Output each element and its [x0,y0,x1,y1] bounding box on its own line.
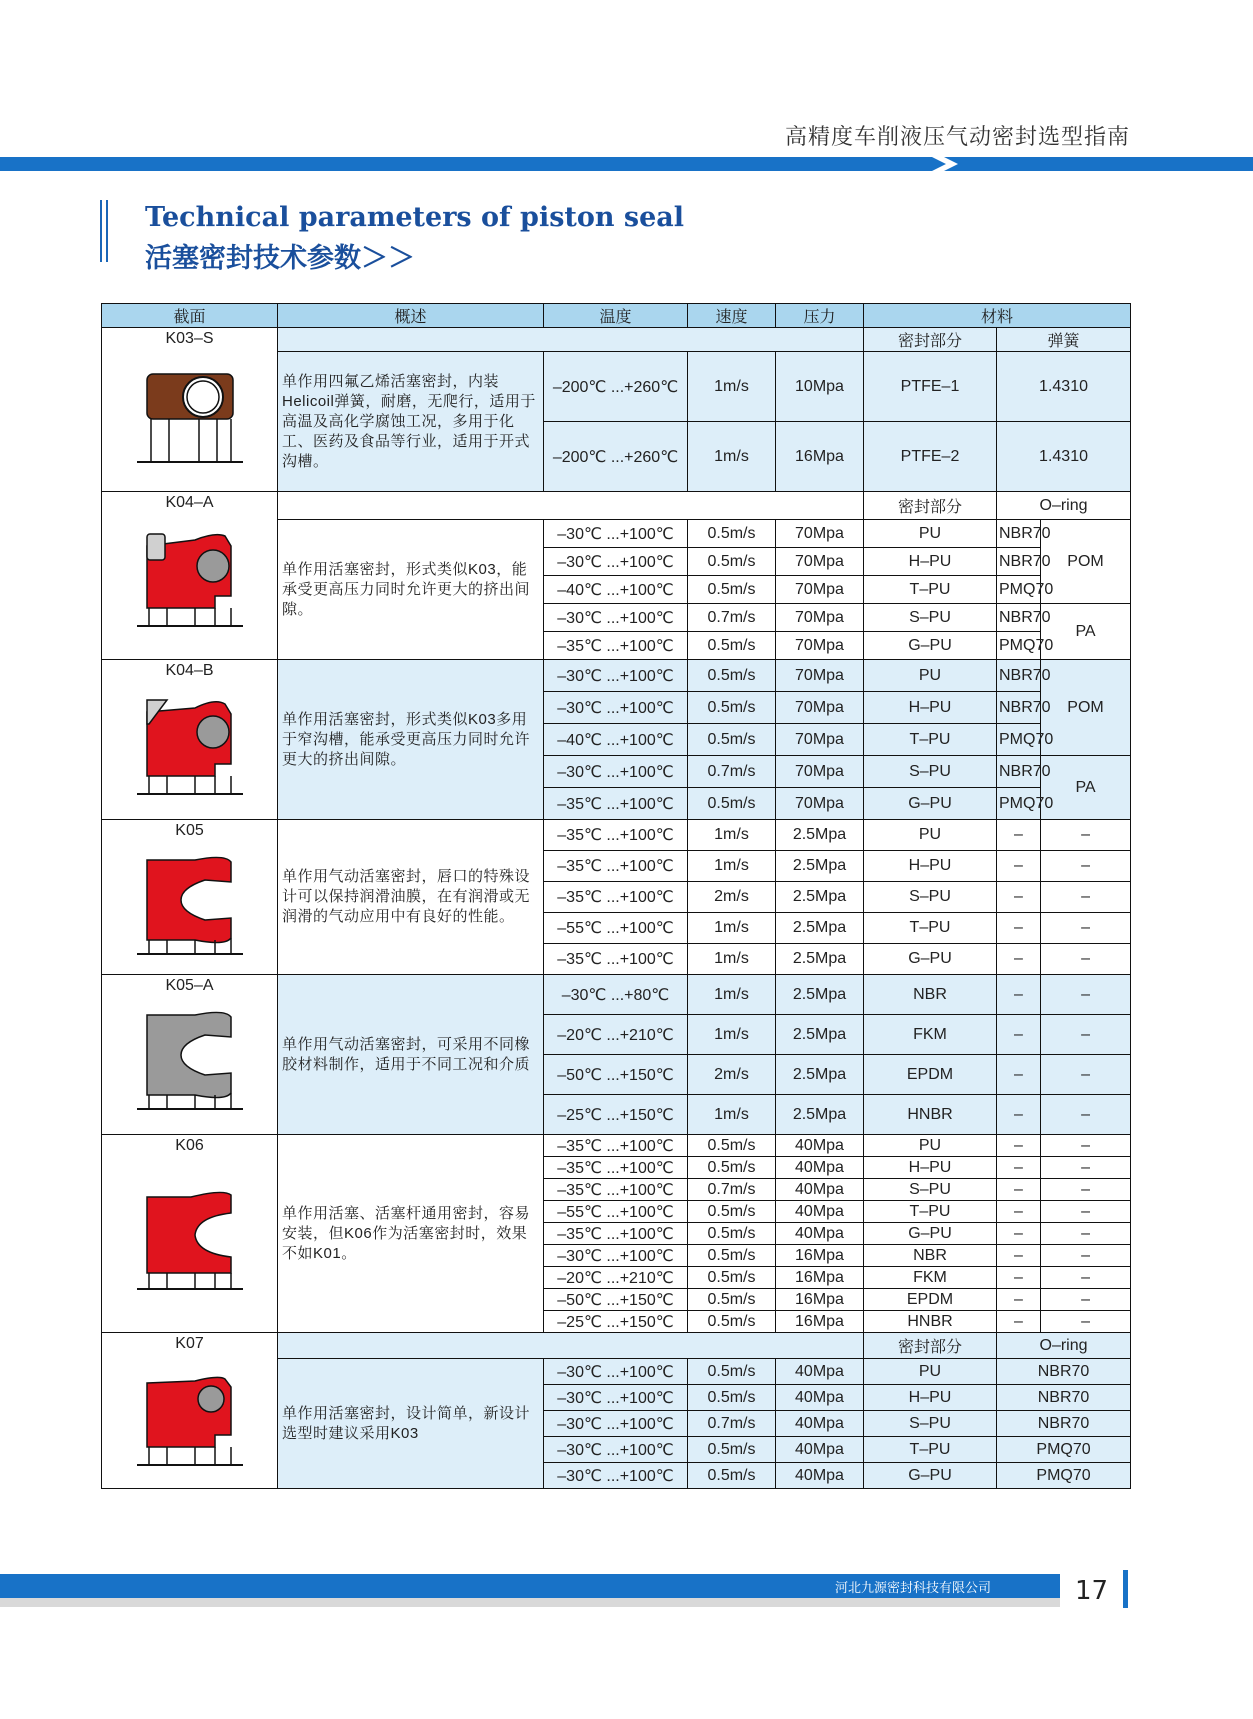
cell-seal: H–PU [864,1385,997,1411]
cell-pressure: 16Mpa [776,1267,864,1289]
cell-speed: 0.5m/s [688,1359,776,1385]
cell-speed: 1m/s [688,422,776,492]
cell-speed: 0.7m/s [688,756,776,788]
cell-speed: 0.7m/s [688,604,776,632]
k04a-image-cell [102,492,278,660]
cell-support: – [1041,1201,1131,1223]
k06-drawing [135,1161,245,1291]
cell-speed: 0.7m/s [688,1179,776,1201]
cell-pressure: 40Mpa [776,1385,864,1411]
cell-seal: PTFE–1 [864,352,997,422]
cell-temp: –35℃ ...+100℃ [544,820,688,851]
cell-seal: G–PU [864,1463,997,1489]
cell-oring: PMQ70 [997,1437,1131,1463]
cell-pressure: 10Mpa [776,352,864,422]
cell-speed: 0.5m/s [688,1463,776,1489]
cell-temp: –30℃ ...+100℃ [544,1463,688,1489]
cell-oring: NBR70 [997,604,1041,632]
footer-grey-bar [0,1598,1060,1607]
k06-model: K06 [175,1137,204,1154]
cell-temp: –30℃ ...+100℃ [544,692,688,724]
cell-speed: 1m/s [688,352,776,422]
cell-oring: – [997,1157,1041,1179]
cell-temp: –35℃ ...+100℃ [544,632,688,660]
k03s-model: K03–S [165,330,214,347]
page-number-marker [1123,1570,1128,1608]
table-header-row [102,304,1131,328]
cell-pressure: 16Mpa [776,1245,864,1267]
cell-oring: – [997,1015,1041,1055]
k07-desc: 单作用活塞密封，设计简单，新设计选型时建议采用K03 [278,1359,544,1489]
cell-temp: –35℃ ...+100℃ [544,788,688,820]
cell-temp: –35℃ ...+100℃ [544,1157,688,1179]
cell-speed: 0.5m/s [688,1223,776,1245]
cell-seal: EPDM [864,1289,997,1311]
cell-support: – [1041,944,1131,975]
cell-temp: –40℃ ...+100℃ [544,724,688,756]
cell-seal: T–PU [864,724,997,756]
section-title-cn: 活塞密封技术参数＞＞ [145,243,415,274]
cell-oring: PMQ70 [997,576,1041,604]
k06-image-cell [102,1135,278,1333]
cell-oring: PMQ70 [997,632,1041,660]
cell-oring: – [997,1311,1041,1333]
cell-seal: NBR [864,1245,997,1267]
cell-speed: 1m/s [688,1015,776,1055]
cell-support: PA [1041,756,1131,820]
k04b-desc: 单作用活塞密封，形式类似K03多用于窄沟槽，能承受更高压力同时允许更大的挤出间隙。 [278,660,544,820]
col-pressure: 压力 [776,304,864,328]
cell-speed: 0.5m/s [688,1135,776,1157]
cell-speed: 2m/s [688,882,776,913]
cell-pressure: 70Mpa [776,548,864,576]
col-temp: 温度 [544,304,688,328]
cell-oring: NBR70 [997,548,1041,576]
cell-pressure: 40Mpa [776,1135,864,1157]
cell-seal: HNBR [864,1095,997,1135]
cell-oring: – [997,1135,1041,1157]
col-material: 材料 [864,304,1131,328]
k04b-drawing [135,686,245,796]
cell-pressure: 2.5Mpa [776,882,864,913]
cell-temp: –30℃ ...+100℃ [544,1437,688,1463]
cell-speed: 1m/s [688,975,776,1015]
k04a-desc: 单作用活塞密封，形式类似K03，能承受更高压力同时允许更大的挤出间隙。 [278,520,544,660]
cell-seal: PU [864,660,997,692]
cell-seal: PU [864,1359,997,1385]
cell-speed: 0.5m/s [688,660,776,692]
cell-support: – [1041,913,1131,944]
k05-drawing [135,846,245,956]
k05-image-cell [102,820,278,975]
cell-support: – [1041,1289,1131,1311]
cell-seal: T–PU [864,1201,997,1223]
cell-speed: 1m/s [688,913,776,944]
k07-sub-seal: 密封部分 [864,1333,997,1359]
cell-speed: 0.5m/s [688,1289,776,1311]
cell-temp: –30℃ ...+100℃ [544,1385,688,1411]
cell-oring: PMQ70 [997,788,1041,820]
cell-speed: 0.5m/s [688,548,776,576]
cell-temp: –30℃ ...+100℃ [544,548,688,576]
cell-speed: 2m/s [688,1055,776,1095]
cell-oring: – [997,1201,1041,1223]
cell-speed: 0.5m/s [688,724,776,756]
k05a-model: K05–A [165,977,214,994]
cell-pressure: 16Mpa [776,1289,864,1311]
section-marker [100,200,110,262]
cell-pressure: 2.5Mpa [776,1095,864,1135]
cell-pressure: 70Mpa [776,692,864,724]
cell-speed: 1m/s [688,944,776,975]
cell-pressure: 40Mpa [776,1437,864,1463]
cell-pressure: 70Mpa [776,788,864,820]
cell-seal: H–PU [864,548,997,576]
cell-pressure: 40Mpa [776,1463,864,1489]
cell-support: – [1041,1311,1131,1333]
header-title: 高精度车削液压气动密封选型指南 [784,125,1130,150]
cell-pressure: 40Mpa [776,1157,864,1179]
cell-speed: 0.5m/s [688,1385,776,1411]
cell-spring: 1.4310 [997,422,1131,492]
cell-speed: 0.5m/s [688,632,776,660]
cell-temp: –30℃ ...+100℃ [544,660,688,692]
cell-pressure: 2.5Mpa [776,1055,864,1095]
cell-seal: S–PU [864,756,997,788]
cell-support: – [1041,1267,1131,1289]
k07-image-cell [102,1333,278,1489]
footer-company: 河北九源密封科技有限公司 [835,1581,992,1596]
cell-support: – [1041,1135,1131,1157]
k05-desc: 单作用气动活塞密封，唇口的特殊设计可以保持润滑油膜，在有润滑或无润滑的气动应用中有良好的性能。 [278,820,544,975]
table-row [102,975,1131,1015]
k04b-image-cell [102,660,278,820]
cell-pressure: 70Mpa [776,632,864,660]
cell-pressure: 40Mpa [776,1223,864,1245]
cell-seal: G–PU [864,944,997,975]
cell-support: – [1041,1223,1131,1245]
cell-temp: –30℃ ...+100℃ [544,1411,688,1437]
cell-oring: – [997,1179,1041,1201]
k04a-sub-seal: 密封部分 [864,492,997,520]
cell-pressure: 2.5Mpa [776,820,864,851]
cell-oring: NBR70 [997,660,1041,692]
cell-speed: 0.5m/s [688,1437,776,1463]
cell-seal: T–PU [864,913,997,944]
cell-support: – [1041,820,1131,851]
cell-speed: 0.5m/s [688,576,776,604]
section-title-en: Technical parameters of piston seal [145,202,685,233]
cell-temp: –20℃ ...+210℃ [544,1267,688,1289]
k07-model: K07 [175,1335,204,1352]
cell-oring: – [997,1245,1041,1267]
cell-pressure: 40Mpa [776,1201,864,1223]
cell-pressure: 2.5Mpa [776,851,864,882]
cell-pressure: 70Mpa [776,756,864,788]
cell-oring: – [997,944,1041,975]
col-speed: 速度 [688,304,776,328]
cell-oring: NBR70 [997,756,1041,788]
cell-speed: 0.5m/s [688,1201,776,1223]
cell-speed: 0.5m/s [688,520,776,548]
k03s-drawing [135,354,245,464]
cell-support: – [1041,1095,1131,1135]
cell-seal: PU [864,1135,997,1157]
cell-temp: –30℃ ...+100℃ [544,1359,688,1385]
k06-desc: 单作用活塞、活塞杆通用密封，容易安装，但K06作为活塞密封时，效果不如K01。 [278,1135,544,1333]
cell-temp: –35℃ ...+100℃ [544,1135,688,1157]
header-bar [0,155,1253,173]
cell-temp: –200℃ ...+260℃ [544,422,688,492]
cell-seal: H–PU [864,1157,997,1179]
cell-oring: – [997,820,1041,851]
cell-pressure: 40Mpa [776,1359,864,1385]
cell-speed: 0.5m/s [688,1245,776,1267]
cell-pressure: 40Mpa [776,1179,864,1201]
cell-seal: NBR [864,975,997,1015]
k03s-desc: 单作用四氟乙烯活塞密封，内装Helicoil弹簧，耐磨，无爬行，适用于高温及高化学腐蚀工况，多用于化工、医药及食品等行业，适用于开式沟槽。 [278,352,544,492]
cell-seal: H–PU [864,851,997,882]
cell-oring: – [997,1095,1041,1135]
cell-seal: FKM [864,1015,997,1055]
cell-seal: FKM [864,1267,997,1289]
cell-temp: –50℃ ...+150℃ [544,1055,688,1095]
cell-oring: – [997,1289,1041,1311]
cell-pressure: 2.5Mpa [776,913,864,944]
k04a-drawing [135,518,245,628]
cell-support: – [1041,1245,1131,1267]
cell-support: POM [1041,660,1131,756]
cell-support: POM [1041,520,1131,604]
cell-seal: G–PU [864,788,997,820]
cell-speed: 0.7m/s [688,1411,776,1437]
cell-pressure: 2.5Mpa [776,944,864,975]
cell-seal: S–PU [864,1179,997,1201]
cell-pressure: 16Mpa [776,1311,864,1333]
cell-pressure: 70Mpa [776,576,864,604]
k04a-sub-oring: O–ring [997,492,1131,520]
table-row [102,660,1131,692]
cell-oring: – [997,913,1041,944]
k07-sub-oring: O–ring [997,1333,1131,1359]
cell-oring: – [997,1055,1041,1095]
cell-support: – [1041,975,1131,1015]
cell-pressure: 40Mpa [776,1411,864,1437]
cell-seal: T–PU [864,576,997,604]
cell-temp: –35℃ ...+100℃ [544,1179,688,1201]
cell-speed: 0.5m/s [688,1267,776,1289]
cell-seal: EPDM [864,1055,997,1095]
k03s-sub-spring: 弹簧 [997,328,1131,352]
k05a-desc: 单作用气动活塞密封，可采用不同橡胶材料制作，适用于不同工况和介质 [278,975,544,1135]
cell-oring: NBR70 [997,1385,1131,1411]
cell-temp: –35℃ ...+100℃ [544,882,688,913]
cell-temp: –30℃ ...+100℃ [544,604,688,632]
cell-pressure: 70Mpa [776,520,864,548]
cell-support: – [1041,851,1131,882]
cell-pressure: 2.5Mpa [776,1015,864,1055]
cell-oring: – [997,1267,1041,1289]
cell-speed: 0.5m/s [688,692,776,724]
cell-oring: NBR70 [997,520,1041,548]
cell-oring: NBR70 [997,692,1041,724]
cell-temp: –35℃ ...+100℃ [544,944,688,975]
cell-pressure: 2.5Mpa [776,975,864,1015]
piston-seal-table [101,303,1131,1489]
k03s-image-cell [102,328,278,492]
cell-temp: –30℃ ...+100℃ [544,1245,688,1267]
cell-support: – [1041,1179,1131,1201]
cell-temp: –25℃ ...+150℃ [544,1311,688,1333]
table-row [102,1135,1131,1157]
k05a-drawing [135,1001,245,1111]
k05-model: K05 [175,822,204,839]
k03s-sub-seal: 密封部分 [864,328,997,352]
cell-speed: 0.5m/s [688,1311,776,1333]
cell-seal: S–PU [864,604,997,632]
cell-support: – [1041,1157,1131,1179]
cell-temp: –25℃ ...+150℃ [544,1095,688,1135]
cell-speed: 1m/s [688,1095,776,1135]
cell-oring: NBR70 [997,1359,1131,1385]
cell-oring: – [997,882,1041,913]
table-row [102,820,1131,851]
cell-oring: PMQ70 [997,1463,1131,1489]
cell-oring: – [997,1223,1041,1245]
cell-pressure: 16Mpa [776,422,864,492]
cell-seal: H–PU [864,692,997,724]
cell-temp: –55℃ ...+100℃ [544,1201,688,1223]
cell-oring: PMQ70 [997,724,1041,756]
cell-temp: –35℃ ...+100℃ [544,851,688,882]
cell-temp: –50℃ ...+150℃ [544,1289,688,1311]
cell-seal: PTFE–2 [864,422,997,492]
cell-temp: –40℃ ...+100℃ [544,576,688,604]
cell-support: – [1041,1055,1131,1095]
cell-temp: –55℃ ...+100℃ [544,913,688,944]
cell-support: PA [1041,604,1131,660]
cell-speed: 0.5m/s [688,788,776,820]
cell-pressure: 70Mpa [776,724,864,756]
cell-temp: –30℃ ...+100℃ [544,520,688,548]
cell-temp: –35℃ ...+100℃ [544,1223,688,1245]
cell-oring: – [997,975,1041,1015]
cell-seal: HNBR [864,1311,997,1333]
cell-seal: PU [864,520,997,548]
cell-speed: 1m/s [688,851,776,882]
cell-oring: NBR70 [997,1411,1131,1437]
cell-seal: S–PU [864,1411,997,1437]
cell-temp: –30℃ ...+100℃ [544,756,688,788]
col-section: 截面 [102,304,278,328]
cell-seal: S–PU [864,882,997,913]
cell-temp: –20℃ ...+210℃ [544,1015,688,1055]
k07-drawing [135,1359,245,1469]
cell-seal: G–PU [864,632,997,660]
k04b-model: K04–B [165,662,214,679]
page-number: 17 [1075,1576,1109,1606]
cell-temp: –200℃ ...+260℃ [544,352,688,422]
cell-speed: 0.5m/s [688,1157,776,1179]
k04a-model: K04–A [165,494,214,511]
cell-support: – [1041,1015,1131,1055]
cell-oring: – [997,851,1041,882]
cell-pressure: 70Mpa [776,604,864,632]
cell-seal: T–PU [864,1437,997,1463]
col-desc: 概述 [278,304,544,328]
cell-temp: –30℃ ...+80℃ [544,975,688,1015]
cell-seal: PU [864,820,997,851]
cell-seal: G–PU [864,1223,997,1245]
k05a-image-cell [102,975,278,1135]
cell-speed: 1m/s [688,820,776,851]
cell-pressure: 70Mpa [776,660,864,692]
cell-support: – [1041,882,1131,913]
cell-spring: 1.4310 [997,352,1131,422]
